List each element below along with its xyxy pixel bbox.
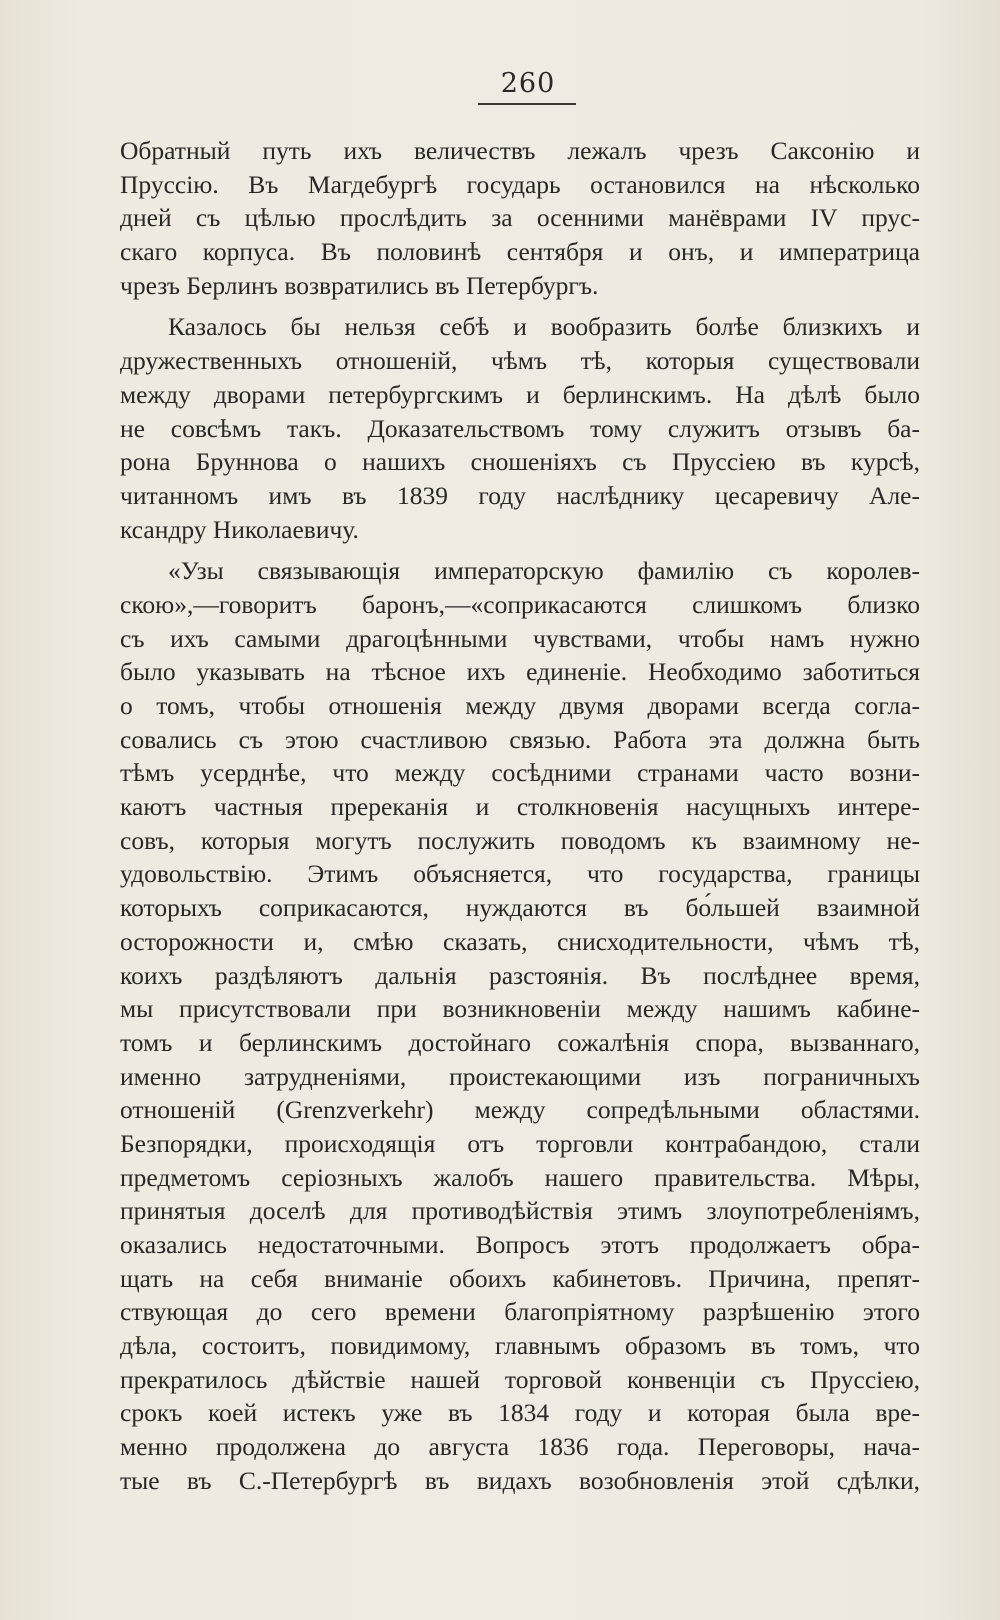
text-line: «Узы связывающія императорскую фамилію съ королев- xyxy=(168,556,920,586)
text-line: именно затрудненіями, проистекающими изъ пограничныхъ xyxy=(120,1061,920,1091)
text-line: отношеній (Grenzverkehr) между сопредѣльными областями. xyxy=(120,1095,920,1125)
text-line: скою»,—говоритъ баронъ,—«соприкасаются слишкомъ близко xyxy=(120,589,920,619)
text-line: срокъ коей истекъ уже въ 1834 году и которая была вре- xyxy=(120,1398,920,1428)
text-line: Пруссію. Въ Магдебургѣ государь остановился на нѣсколько xyxy=(120,169,920,199)
text-line: ксандру Николаевичу. xyxy=(120,514,359,544)
text-line: совъ, которыя могутъ послужить поводомъ къ взаимному не- xyxy=(120,825,920,855)
text-line: коихъ раздѣляютъ дальнія разстоянія. Въ послѣднее время, xyxy=(120,960,920,990)
text-line: было указывать на тѣсное ихъ единеніе. Необходимо заботиться xyxy=(120,657,920,687)
text-line: Безпорядки, происходящія отъ торговли контрабандою, стали xyxy=(120,1128,920,1158)
text-line: осторожности и, смѣю сказать, снисходительности, чѣмъ тѣ, xyxy=(120,926,920,956)
page-number-rule xyxy=(478,103,576,105)
text-line: мы присутствовали при возникновеніи между нашимъ кабине- xyxy=(120,994,920,1024)
text-line: скаго корпуса. Въ половинѣ сентября и онъ, и императрица xyxy=(120,237,920,267)
text-line: чрезъ Берлинъ возвратились въ Петербургъ. xyxy=(120,270,599,300)
text-line: которыхъ соприкасаются, нуждаются въ бо́льшей взаимной xyxy=(120,893,920,923)
text-line: совались съ этою счастливою связью. Работа эта должна быть xyxy=(120,724,920,754)
text-line: не совсѣмъ такъ. Доказательствомъ тому служитъ отзывъ ба- xyxy=(120,413,920,443)
text-line: дѣла, состоитъ, повидимому, главнымъ образомъ въ томъ, что xyxy=(120,1331,920,1361)
text-line: дружественныхъ отношеній, чѣмъ тѣ, которыя существовали xyxy=(120,346,920,376)
text-line: Казалось бы нельзя себѣ и вообразить болѣе близкихъ и xyxy=(168,312,920,342)
text-line: каютъ частныя пререканія и столкновенія насущныхъ интере- xyxy=(120,792,920,822)
text-line: оказались недостаточными. Вопросъ этотъ продолжаетъ обра- xyxy=(120,1230,920,1259)
text-line: тѣмъ усерднѣе, что между сосѣдними странами часто возни- xyxy=(120,758,920,788)
text-line: щать на себя вниманіе обоихъ кабинетовъ. Причина, препят- xyxy=(120,1263,920,1293)
text-line: рона Бруннова о нашихъ сношеніяхъ съ Пруссіею въ курсѣ, xyxy=(120,447,920,477)
text-line: Обратный путь ихъ величествъ лежалъ чрезъ Саксонію и xyxy=(120,136,920,165)
text-line: читанномъ имъ въ 1839 году наслѣднику цесаревичу Але- xyxy=(120,480,920,510)
text-line: принятыя доселѣ для противодѣйствія этимъ злоупотребленіямъ, xyxy=(120,1196,920,1226)
text-line: съ ихъ самыми драгоцѣнными чувствами, чтобы намъ нужно xyxy=(120,623,920,653)
text-line: о томъ, чтобы отношенія между двумя дворами всегда согла- xyxy=(120,691,920,720)
text-line: удовольствію. Этимъ объясняется, что государства, границы xyxy=(120,859,920,889)
text-line: предметомъ серіозныхъ жалобъ нашего правительства. Мѣры, xyxy=(120,1162,920,1192)
text-line: тые въ С.-Петербургѣ въ видахъ возобновленія этой сдѣлки, xyxy=(120,1465,920,1495)
text-line: менно продолжена до августа 1836 года. Переговоры, нача- xyxy=(120,1432,920,1462)
text-line: томъ и берлинскимъ достойнаго сожалѣнія спора, вызваннаго, xyxy=(120,1027,920,1057)
text-line: прекратилось дѣйствіе нашей торговой конвенціи съ Пруссіею, xyxy=(120,1364,920,1394)
body-text xyxy=(120,134,920,1498)
page-number: 260 xyxy=(500,68,556,99)
text-line: ствующая до сего времени благопріятному разрѣшенію этого xyxy=(120,1297,920,1327)
text-line: между дворами петербургскимъ и берлинскимъ. На дѣлѣ было xyxy=(120,379,920,409)
text-line: дней съ цѣлью прослѣдить за осенними манёврами IV прус- xyxy=(120,203,920,233)
